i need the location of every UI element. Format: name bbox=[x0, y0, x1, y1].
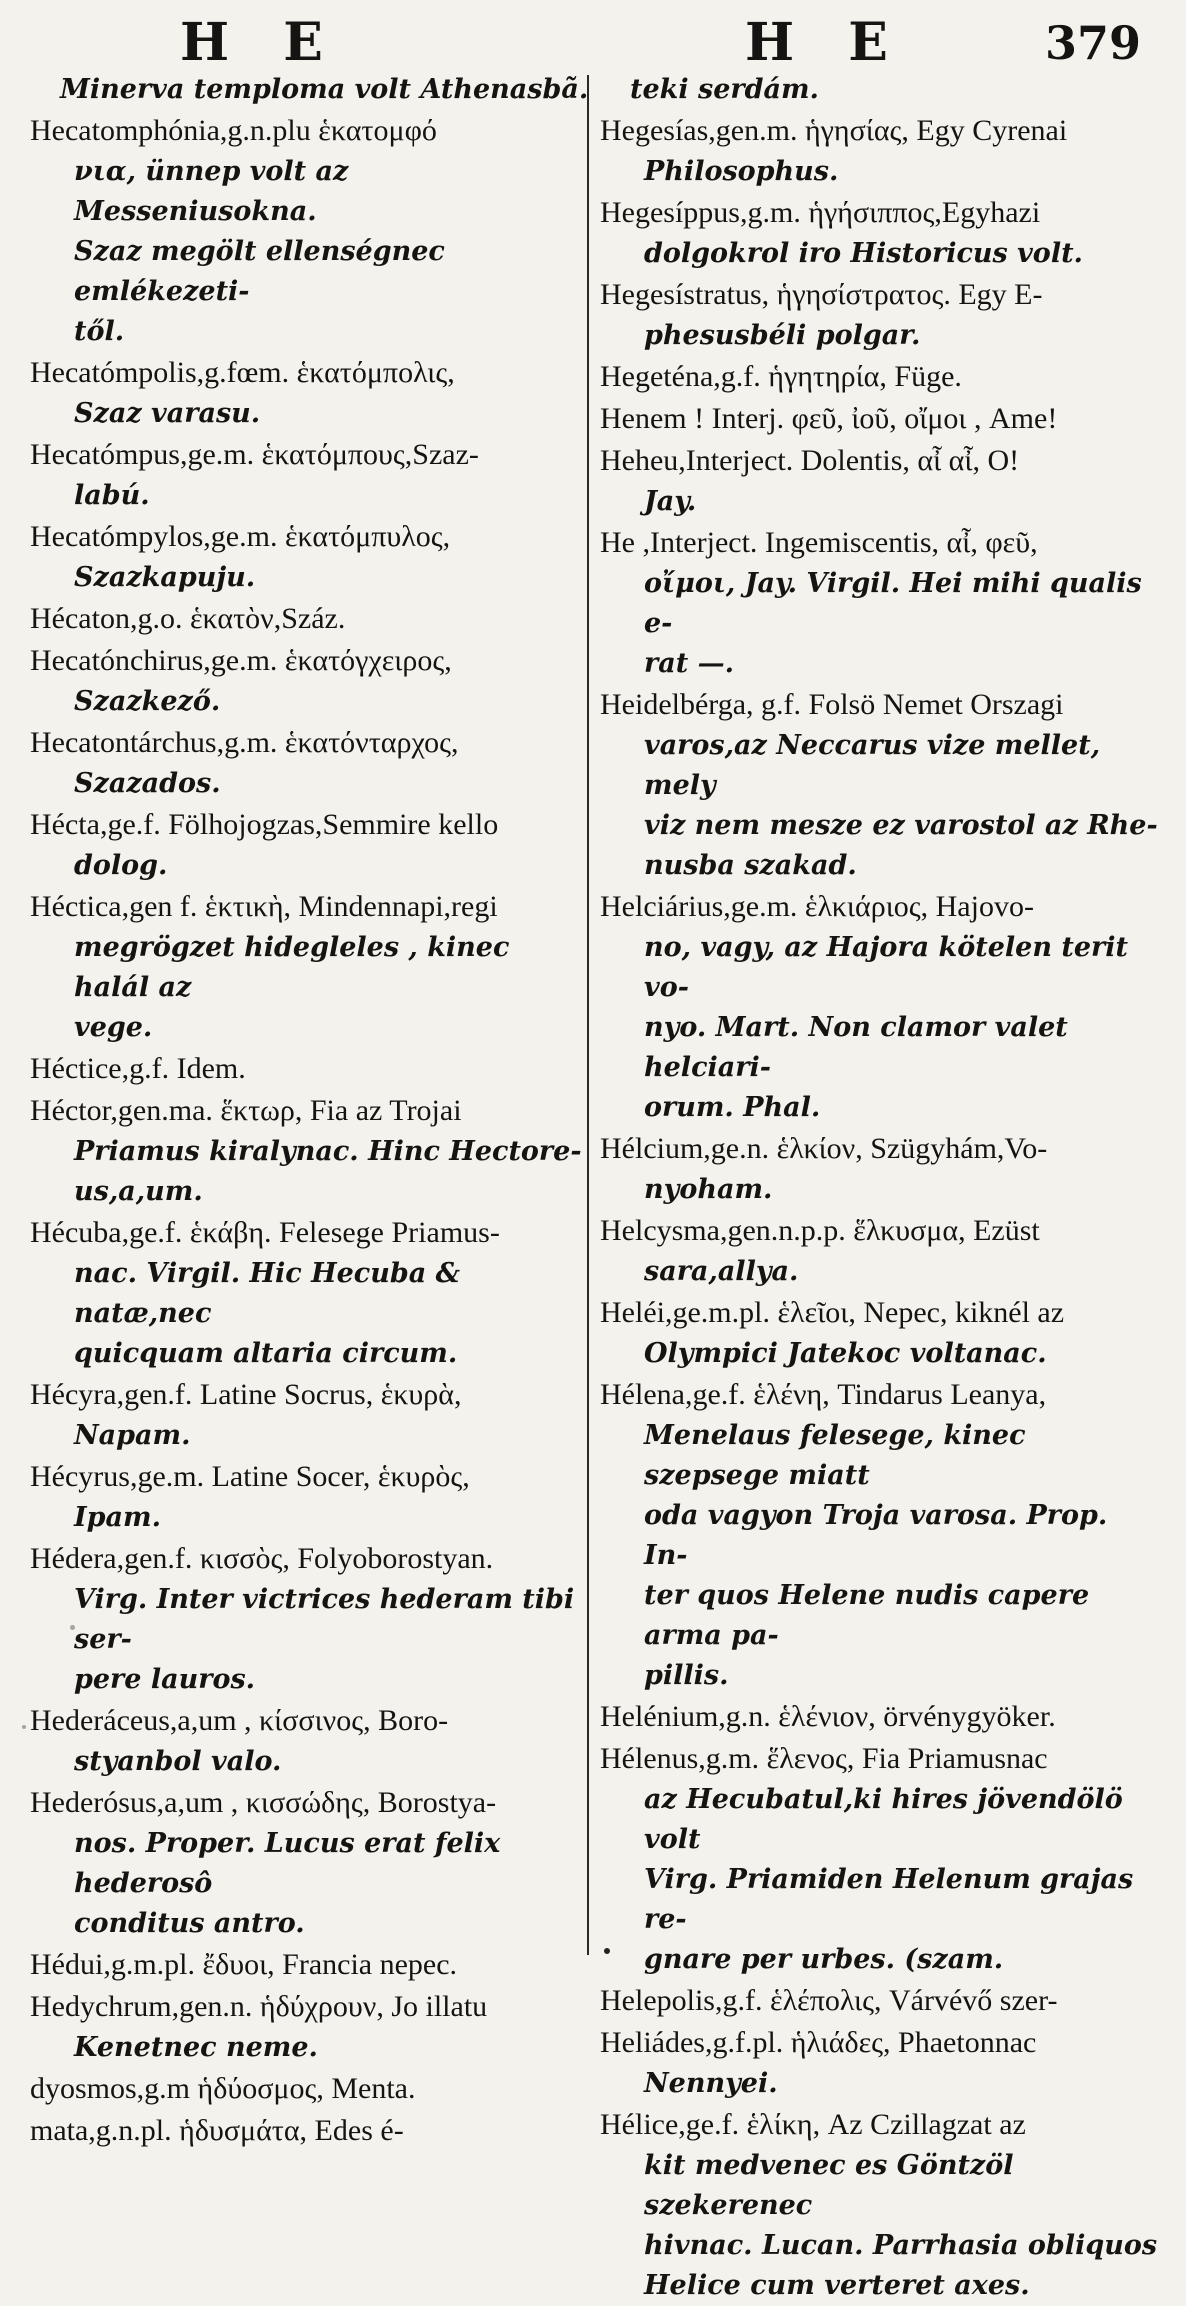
dictionary-entry bbox=[600, 1292, 1160, 1374]
dictionary-entry bbox=[30, 1700, 590, 1782]
entry-continuation-line: Ipam. bbox=[74, 1502, 161, 1533]
entry-headword-line: Hegeténa,g.f. ἡγητηρία, Füge. bbox=[600, 360, 962, 393]
entry-headword-line: Hélenus,g.m. ἕλενος, Fia Priamusnac bbox=[600, 1742, 1048, 1775]
dictionary-entry bbox=[600, 1128, 1160, 1210]
entry-continuation-line: Szazkapuju. bbox=[74, 562, 256, 593]
dictionary-entry bbox=[30, 1986, 590, 2068]
dictionary-entry bbox=[600, 1374, 1160, 1696]
entry-continuation-line: nac. Virgil. Hic Hecuba & natæ,nec bbox=[74, 1258, 461, 1329]
entry-continuation-line: rat —. bbox=[644, 648, 734, 679]
dictionary-entry bbox=[30, 598, 590, 640]
entry-continuation-line: ter quos Helene nudis capere arma pa- bbox=[644, 1580, 1090, 1651]
dictionary-entry bbox=[600, 1210, 1160, 1292]
entry-headword-line: Hecatómpylos,ge.m. ἑκατόμπυλος, bbox=[30, 520, 451, 553]
entry-headword-line: Helepolis,g.f. ἑλέπολις, Várvévő szer- bbox=[600, 1984, 1058, 2017]
dictionary-entry bbox=[30, 2110, 590, 2152]
entry-continuation-line: Szaz varasu. bbox=[74, 398, 261, 429]
entry-headword-line: Heliádes,g.f.pl. ἡλιάδες, Phaetonnac bbox=[600, 2026, 1037, 2059]
dictionary-entry bbox=[30, 886, 590, 1048]
entry-continuation-line: vege. bbox=[74, 1012, 153, 1043]
entry-continuation-line: kit medvenec es Göntzöl szekerenec bbox=[644, 2150, 1014, 2221]
dictionary-entry bbox=[30, 640, 590, 722]
entry-continuation-line: no, vagy, az Hajora kötelen terit vo- bbox=[644, 932, 1128, 1003]
entry-headword-line: Hederósus,a,um , κισσώδης, Borostya- bbox=[30, 1786, 497, 1819]
dictionary-entry bbox=[600, 2022, 1160, 2104]
ink-speck bbox=[22, 1725, 26, 1729]
entry-headword-line: Hélena,ge.f. ἑλένη, Tindarus Leanya, bbox=[600, 1378, 1047, 1411]
entry-continuation-line: orum. Phal. bbox=[644, 1092, 821, 1123]
entry-continuation-line: hivnac. Lucan. Parrhasia obliquos bbox=[644, 2230, 1158, 2261]
entry-headword-line: Hegesístratus, ἡγησίστρατος. Egy E- bbox=[600, 278, 1043, 311]
entry-headword-line: Hecatomphónia,g.n.plu ἑκατομφό bbox=[30, 114, 437, 147]
entry-continuation-line: gnare per urbes. (szam. bbox=[644, 1944, 1004, 1975]
entry-headword-line: Hécyra,gen.f. Latine Socrus, ἑκυρὰ, bbox=[30, 1378, 462, 1411]
entry-headword-line: Heléi,ge.m.pl. ἑλεῖοι, Nepec, kiknél az bbox=[600, 1296, 1065, 1329]
dictionary-entry bbox=[600, 1738, 1160, 1980]
entry-continuation-line: teki serdám. bbox=[630, 74, 819, 105]
entry-continuation-line: us,a,um. bbox=[74, 1176, 203, 1207]
entry-continuation-line: dolgokrol iro Historicus volt. bbox=[644, 238, 1083, 269]
entry-headword-line: Hecatontárchus,g.m. ἑκατόνταρχος, bbox=[30, 726, 459, 759]
entry-headword-line: Heidelbérga, g.f. Folsö Nemet Orszagi bbox=[600, 688, 1064, 721]
entry-headword-line: Hédui,g.m.pl. ἔδυοι, Francia nepec. bbox=[30, 1948, 458, 1981]
entry-headword-line: Hécta,ge.f. Fölhojogzas,Semmire kello bbox=[30, 808, 499, 841]
entry-headword-line: Hecatómpus,ge.m. ἑκατόμπους,Szaz- bbox=[30, 438, 479, 471]
entry-continuation-line: az Hecubatul,ki hires jövendölö volt bbox=[644, 1784, 1123, 1855]
entry-continuation-line: Szazkező. bbox=[74, 686, 221, 717]
entry-continuation-line: megrögzet hidegleles , kinec halál az bbox=[74, 932, 510, 1003]
dictionary-entry bbox=[600, 356, 1160, 398]
entry-headword-line: Henem ! Interj. φεῦ, ἰοῦ, οἴμοι , Ame! bbox=[600, 402, 1058, 435]
printers-mark bbox=[604, 1948, 610, 1954]
dictionary-entry bbox=[30, 352, 590, 434]
entry-continuation-line: nos. Proper. Lucus erat felix hederosô bbox=[74, 1828, 501, 1899]
entry-continuation-line: quicquam altaria circum. bbox=[74, 1338, 458, 1369]
dictionary-entry bbox=[600, 1980, 1160, 2022]
entry-continuation-line: nyoham. bbox=[644, 1174, 773, 1205]
entry-headword-line: Hecatónchirus,ge.m. ἑκατόγχειρος, bbox=[30, 644, 452, 677]
entry-headword-line: Heheu,Interject. Dolentis, αἶ αἶ, O! bbox=[600, 444, 1020, 477]
entry-headword-line: Héctice,g.f. Idem. bbox=[30, 1052, 246, 1085]
dictionary-entry bbox=[30, 516, 590, 598]
entry-headword-line: Helénium,g.n. ἑλένιον, örvénygyöker. bbox=[600, 1700, 1056, 1733]
dictionary-entry bbox=[30, 722, 590, 804]
dictionary-entry bbox=[600, 522, 1160, 684]
entry-continuation-line: Szazados. bbox=[74, 768, 221, 799]
entry-continuation-line: Olympici Jatekoc voltanac. bbox=[644, 1338, 1047, 1369]
page-number: 379 bbox=[1044, 16, 1141, 70]
entry-continuation-line: Virg. Inter victrices hederam tibi ser- bbox=[74, 1584, 575, 1655]
dictionary-entry bbox=[30, 1212, 590, 1374]
dictionary-entry bbox=[30, 110, 590, 352]
entry-headword-line: Hécaton,g.o. ἑκατὸν,Száz. bbox=[30, 602, 346, 635]
entry-continuation-line: conditus antro. bbox=[74, 1908, 305, 1939]
left-running-header: H E bbox=[180, 12, 341, 73]
dictionary-entry bbox=[600, 2104, 1160, 2306]
entry-continuation-line: Helice cum verteret axes. bbox=[644, 2270, 1030, 2301]
entry-headword-line: Hegesías,gen.m. ἡγησίας, Egy Cyrenai bbox=[600, 114, 1068, 147]
entry-continuation-line: Napam. bbox=[74, 1420, 191, 1451]
dictionary-entry bbox=[600, 398, 1160, 440]
entry-continuation-line: labú. bbox=[74, 480, 150, 511]
dictionary-entry bbox=[30, 1538, 590, 1700]
entry-headword-line: Helcysma,gen.n.p.p. ἕλκυσμα, Ezüst bbox=[600, 1214, 1040, 1247]
dictionary-entry bbox=[30, 434, 590, 516]
entry-continuation-line: nyo. Mart. Non clamor valet helciari- bbox=[644, 1012, 1068, 1083]
entry-headword-line: Hecatómpolis,g.fœm. ἑκατόμπολις, bbox=[30, 356, 455, 389]
entry-headword-line: mata,g.n.pl. ἡδυσμάτα, Edes é- bbox=[30, 2114, 404, 2147]
entry-headword-line: Hélice,ge.f. ἑλίκη, Az Czillagzat az bbox=[600, 2108, 1026, 2141]
entry-continuation-line: Kenetnec neme. bbox=[74, 2032, 318, 2063]
entry-continuation-line: Menelaus felesege, kinec szepsege miatt bbox=[644, 1420, 1026, 1491]
entry-headword-line: Hélcium,ge.n. ἑλκίον, Szügyhám,Vo- bbox=[600, 1132, 1048, 1165]
entry-continuation-line: νια, ünnep volt az Messeniusokna. bbox=[74, 156, 349, 227]
entry-headword-line: Hedychrum,gen.n. ἡδύχρουν, Jo illatu bbox=[30, 1990, 488, 2023]
dictionary-entry bbox=[30, 70, 590, 110]
dictionary-entry bbox=[600, 274, 1160, 356]
dictionary-entry bbox=[600, 110, 1160, 192]
entry-continuation-line: οἴμοι, Jay. Virgil. Hei mihi qualis e- bbox=[644, 568, 1142, 639]
entry-continuation-line: pillis. bbox=[644, 1660, 729, 1691]
entry-continuation-line: varos,az Neccarus vize mellet, mely bbox=[644, 730, 1101, 801]
entry-continuation-line: Minerva temploma volt Athenasbã. bbox=[60, 74, 589, 105]
dictionary-entry bbox=[600, 70, 1160, 110]
entry-headword-line: dyosmos,g.m ἡδύοσμος, Menta. bbox=[30, 2072, 416, 2105]
dictionary-entry bbox=[30, 1456, 590, 1538]
entry-continuation-line: től. bbox=[74, 316, 125, 347]
dictionary-entry bbox=[30, 1374, 590, 1456]
entry-continuation-line: viz nem mesze ez varostol az Rhe- bbox=[644, 810, 1158, 841]
entry-continuation-line: oda vagyon Troja varosa. Prop. In- bbox=[644, 1500, 1108, 1571]
dictionary-entry bbox=[30, 1048, 590, 1090]
dictionary-entry bbox=[30, 1944, 590, 1986]
entry-continuation-line: nusba szakad. bbox=[644, 850, 857, 881]
entry-headword-line: Hécuba,ge.f. ἑκάβη. Felesege Priamus- bbox=[30, 1216, 500, 1249]
dictionary-entry bbox=[600, 684, 1160, 886]
dictionary-entry bbox=[600, 1696, 1160, 1738]
dictionary-entry bbox=[600, 440, 1160, 522]
right-running-header: H E bbox=[745, 12, 906, 73]
entry-continuation-line: Philosophus. bbox=[644, 156, 839, 187]
entry-continuation-line: Jay. bbox=[644, 486, 697, 517]
dictionary-entry bbox=[30, 804, 590, 886]
entry-headword-line: Helciárius,ge.m. ἑλκιάριος, Hajovo- bbox=[600, 890, 1034, 923]
dictionary-entry bbox=[600, 192, 1160, 274]
dictionary-entry bbox=[30, 1782, 590, 1944]
entry-continuation-line: Nennyei. bbox=[644, 2068, 778, 2099]
entry-continuation-line: Priamus kiralynac. Hinc Hectore- bbox=[74, 1136, 582, 1167]
entry-headword-line: Héctor,gen.ma. ἕκτωρ, Fia az Trojai bbox=[30, 1094, 462, 1127]
entry-headword-line: Hegesíppus,g.m. ἡγήσιππος,Egyhazi bbox=[600, 196, 1041, 229]
dictionary-entry bbox=[30, 2068, 590, 2110]
entry-continuation-line: phesusbéli polgar. bbox=[644, 320, 921, 351]
ink-speck bbox=[70, 1625, 75, 1630]
entry-headword-line: Hederáceus,a,um , κίσσινος, Boro- bbox=[30, 1704, 449, 1737]
entry-headword-line: Hédera,gen.f. κισσὸς, Folyoborostyan. bbox=[30, 1542, 494, 1575]
right-column bbox=[600, 70, 1160, 2306]
dictionary-entry bbox=[30, 1090, 590, 1212]
entry-continuation-line: Szaz megölt ellenségnec emlékezeti- bbox=[74, 236, 445, 307]
entry-continuation-line: styanbol valo. bbox=[74, 1746, 282, 1777]
left-column bbox=[30, 70, 590, 2152]
dictionary-entry bbox=[600, 886, 1160, 1128]
entry-headword-line: Hécyrus,ge.m. Latine Socer, ἑκυρὸς, bbox=[30, 1460, 470, 1493]
entry-continuation-line: pere lauros. bbox=[74, 1664, 256, 1695]
entry-continuation-line: Virg. Priamiden Helenum grajas re- bbox=[644, 1864, 1134, 1935]
entry-continuation-line: dolog. bbox=[74, 850, 168, 881]
entry-continuation-line: sara,allya. bbox=[644, 1256, 799, 1287]
entry-headword-line: Héctica,gen f. ἑκτικὴ, Mindennapi,regi bbox=[30, 890, 498, 923]
entry-headword-line: He ,Interject. Ingemiscentis, αἶ, φεῦ, bbox=[600, 526, 1038, 559]
